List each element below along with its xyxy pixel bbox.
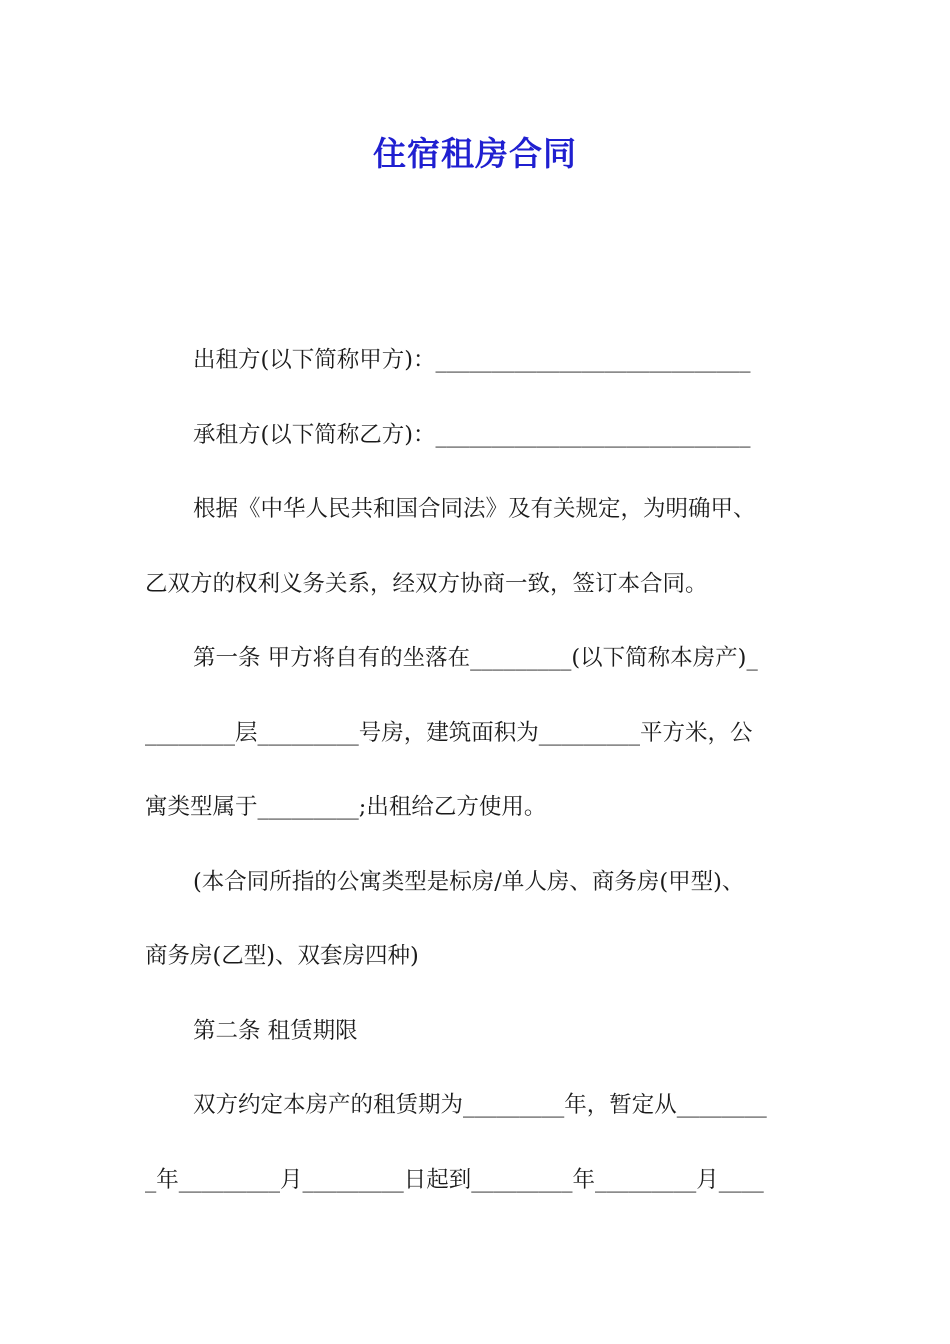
lease-term-line-2: _年_________月_________日起到_________年_________月____	[145, 1166, 764, 1193]
lease-term-line-1: 双方约定本房产的租赁期为_________年，暂定从________	[193, 1092, 767, 1118]
apartment-types-line-1: (本合同所指的公寓类型是标房/单人房、商务房(甲型)、	[193, 868, 745, 895]
preamble-line-1: 根据《中华人民共和国合同法》及有关规定，为明确甲、	[193, 496, 756, 522]
article-1-line-2: ________层_________号房，建筑面积为_________平方米，公	[145, 719, 753, 746]
article-1-line-3: 寓类型属于_________;出租给乙方使用。	[145, 794, 547, 820]
apartment-types-line-2: 商务房(乙型)、双套房四种)	[145, 943, 419, 969]
document-body	[145, 340, 810, 1234]
lessee-line: 承租方(以下简称乙方)：____________________________	[193, 421, 751, 448]
preamble-line-2: 乙双方的权利义务关系，经双方协商一致，签订本合同。	[145, 570, 708, 597]
document-title: 住宿租房合同	[373, 134, 577, 173]
article-2-heading: 第二条 租赁期限	[193, 1017, 358, 1044]
article-1-line-1: 第一条 甲方将自有的坐落在_________(以下简称本房产)_	[193, 645, 758, 671]
lessor-line: 出租方(以下简称甲方)：____________________________	[193, 347, 751, 373]
